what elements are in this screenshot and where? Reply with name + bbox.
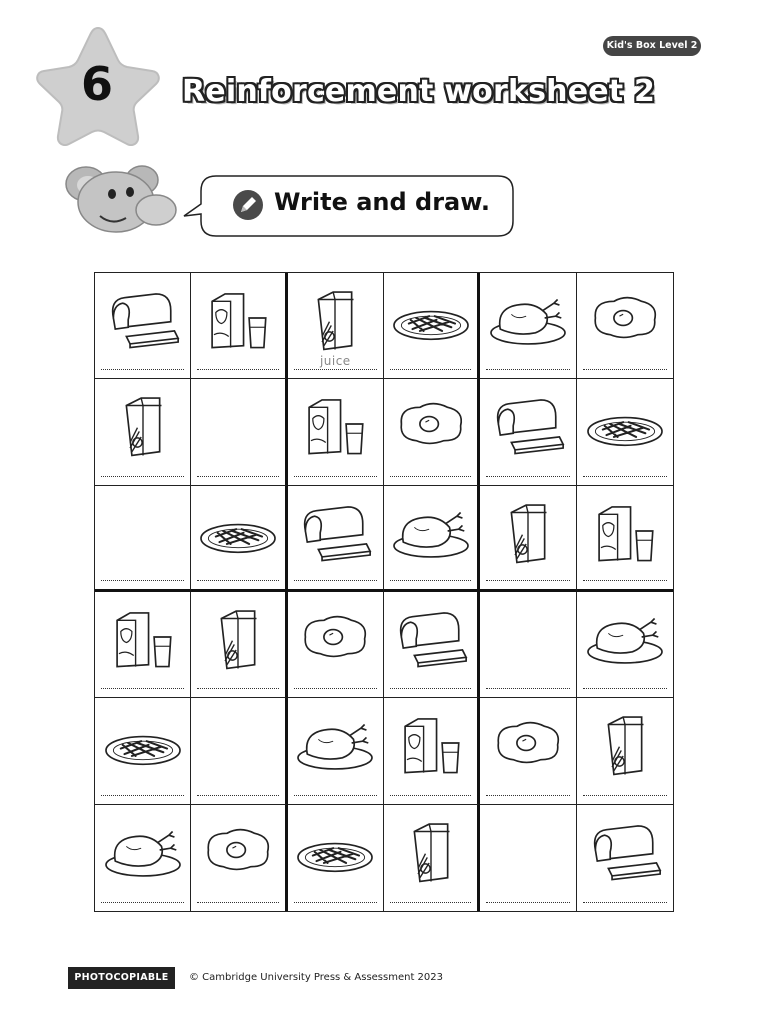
grid-cell (95, 486, 191, 592)
egg-icon (389, 387, 473, 461)
egg-icon (583, 281, 667, 355)
answer-line[interactable] (583, 476, 667, 477)
bread-icon (486, 387, 570, 461)
grid-cell (480, 698, 576, 804)
copyright-text: © Cambridge University Press & Assessment 2023 (189, 972, 444, 983)
grid-cell (288, 698, 384, 804)
juice-icon (389, 813, 473, 887)
grid-cell (384, 592, 480, 698)
grid-cell (95, 273, 191, 379)
answer-line[interactable] (486, 580, 569, 581)
chicken-icon (389, 494, 473, 568)
answer-line[interactable] (294, 580, 377, 581)
answer-line[interactable] (390, 688, 471, 689)
juice-icon (583, 706, 667, 780)
answer-line[interactable] (294, 476, 377, 477)
answer-line[interactable] (197, 795, 278, 796)
chips-icon (389, 281, 473, 355)
answer-line[interactable] (583, 795, 667, 796)
grid-cell (95, 379, 191, 485)
grid-cell (191, 592, 287, 698)
answer-line[interactable] (390, 476, 471, 477)
grid-cell (288, 273, 384, 379)
milk-glass-icon (583, 494, 667, 568)
answer-line[interactable] (486, 476, 569, 477)
grid-cell (577, 486, 673, 592)
answer-line[interactable] (197, 688, 278, 689)
egg-icon (293, 600, 377, 674)
answer-line[interactable] (101, 369, 184, 370)
answer-line[interactable] (583, 580, 667, 581)
chicken-icon (101, 813, 185, 887)
bread-icon (389, 600, 473, 674)
answer-line[interactable] (390, 902, 471, 903)
grid-cell (384, 805, 480, 911)
bread-icon (293, 494, 377, 568)
answer-line[interactable] (486, 795, 569, 796)
grid-cell (480, 805, 576, 911)
grid-cell (95, 805, 191, 911)
grid-cell (191, 486, 287, 592)
answer-line[interactable] (486, 369, 569, 370)
grid-cell (191, 698, 287, 804)
grid-cell (288, 379, 384, 485)
grid-cell (191, 273, 287, 379)
answer-line[interactable] (101, 795, 184, 796)
milk-glass-icon (101, 600, 185, 674)
answer-line[interactable] (197, 369, 278, 370)
answer-line[interactable] (294, 369, 377, 370)
chips-icon (583, 387, 667, 461)
bread-icon (101, 281, 185, 355)
answer-line[interactable] (197, 902, 278, 903)
egg-icon (196, 813, 280, 887)
answer-line[interactable] (486, 688, 569, 689)
milk-glass-icon (293, 387, 377, 461)
chips-icon (293, 813, 377, 887)
milk-glass-icon (389, 706, 473, 780)
grid-cell (577, 592, 673, 698)
grid-cell (480, 273, 576, 379)
answer-line[interactable] (583, 369, 667, 370)
unit-number: 6 (80, 57, 113, 111)
answer-line[interactable] (390, 580, 471, 581)
grid-cell (191, 805, 287, 911)
grid-cell (288, 486, 384, 592)
page-title: Reinforcement worksheet 2 (182, 74, 656, 109)
level-badge: Kid's Box Level 2 (603, 36, 701, 56)
chicken-icon (486, 281, 570, 355)
answer-line[interactable] (583, 902, 667, 903)
chips-icon (196, 494, 280, 568)
answer-line[interactable] (101, 902, 184, 903)
answer-line[interactable] (294, 902, 377, 903)
pencil-icon (232, 189, 264, 221)
grid-cell (191, 379, 287, 485)
food-grid (94, 272, 674, 912)
grid-cell (95, 592, 191, 698)
grid-cell (480, 486, 576, 592)
juice-icon (196, 600, 280, 674)
answer-line[interactable] (101, 688, 184, 689)
milk-glass-icon (196, 281, 280, 355)
answer-line[interactable] (390, 795, 471, 796)
grid-cell (480, 379, 576, 485)
answer-line[interactable] (583, 688, 667, 689)
chicken-icon (293, 706, 377, 780)
instruction-text: Write and draw. (274, 188, 490, 216)
egg-icon (486, 706, 570, 780)
grid-cell (577, 379, 673, 485)
juice-icon (486, 494, 570, 568)
grid-cell (577, 698, 673, 804)
answer-line[interactable] (486, 902, 569, 903)
juice-icon (293, 281, 377, 355)
answer-line[interactable] (101, 476, 184, 477)
answer-line[interactable] (101, 580, 184, 581)
grid-cell (384, 273, 480, 379)
bread-icon (583, 813, 667, 887)
grid-cell (288, 592, 384, 698)
juice-icon (101, 387, 185, 461)
answer-line[interactable] (197, 476, 278, 477)
grid-cell (384, 379, 480, 485)
grid-cell (384, 698, 480, 804)
answer-line[interactable] (390, 369, 471, 370)
answer-line[interactable] (294, 688, 377, 689)
grid-cell (95, 698, 191, 804)
grid-cell (577, 273, 673, 379)
grid-cell (384, 486, 480, 592)
grid-cell (480, 592, 576, 698)
photocopiable-badge: PHOTOCOPIABLE (68, 967, 175, 989)
chips-icon (101, 706, 185, 780)
example-answer: juice (319, 354, 351, 369)
answer-line[interactable] (294, 795, 377, 796)
answer-line[interactable] (197, 580, 278, 581)
grid-cell (288, 805, 384, 911)
mouse-mascot-icon (64, 160, 184, 238)
chicken-icon (583, 600, 667, 674)
grid-cell (577, 805, 673, 911)
